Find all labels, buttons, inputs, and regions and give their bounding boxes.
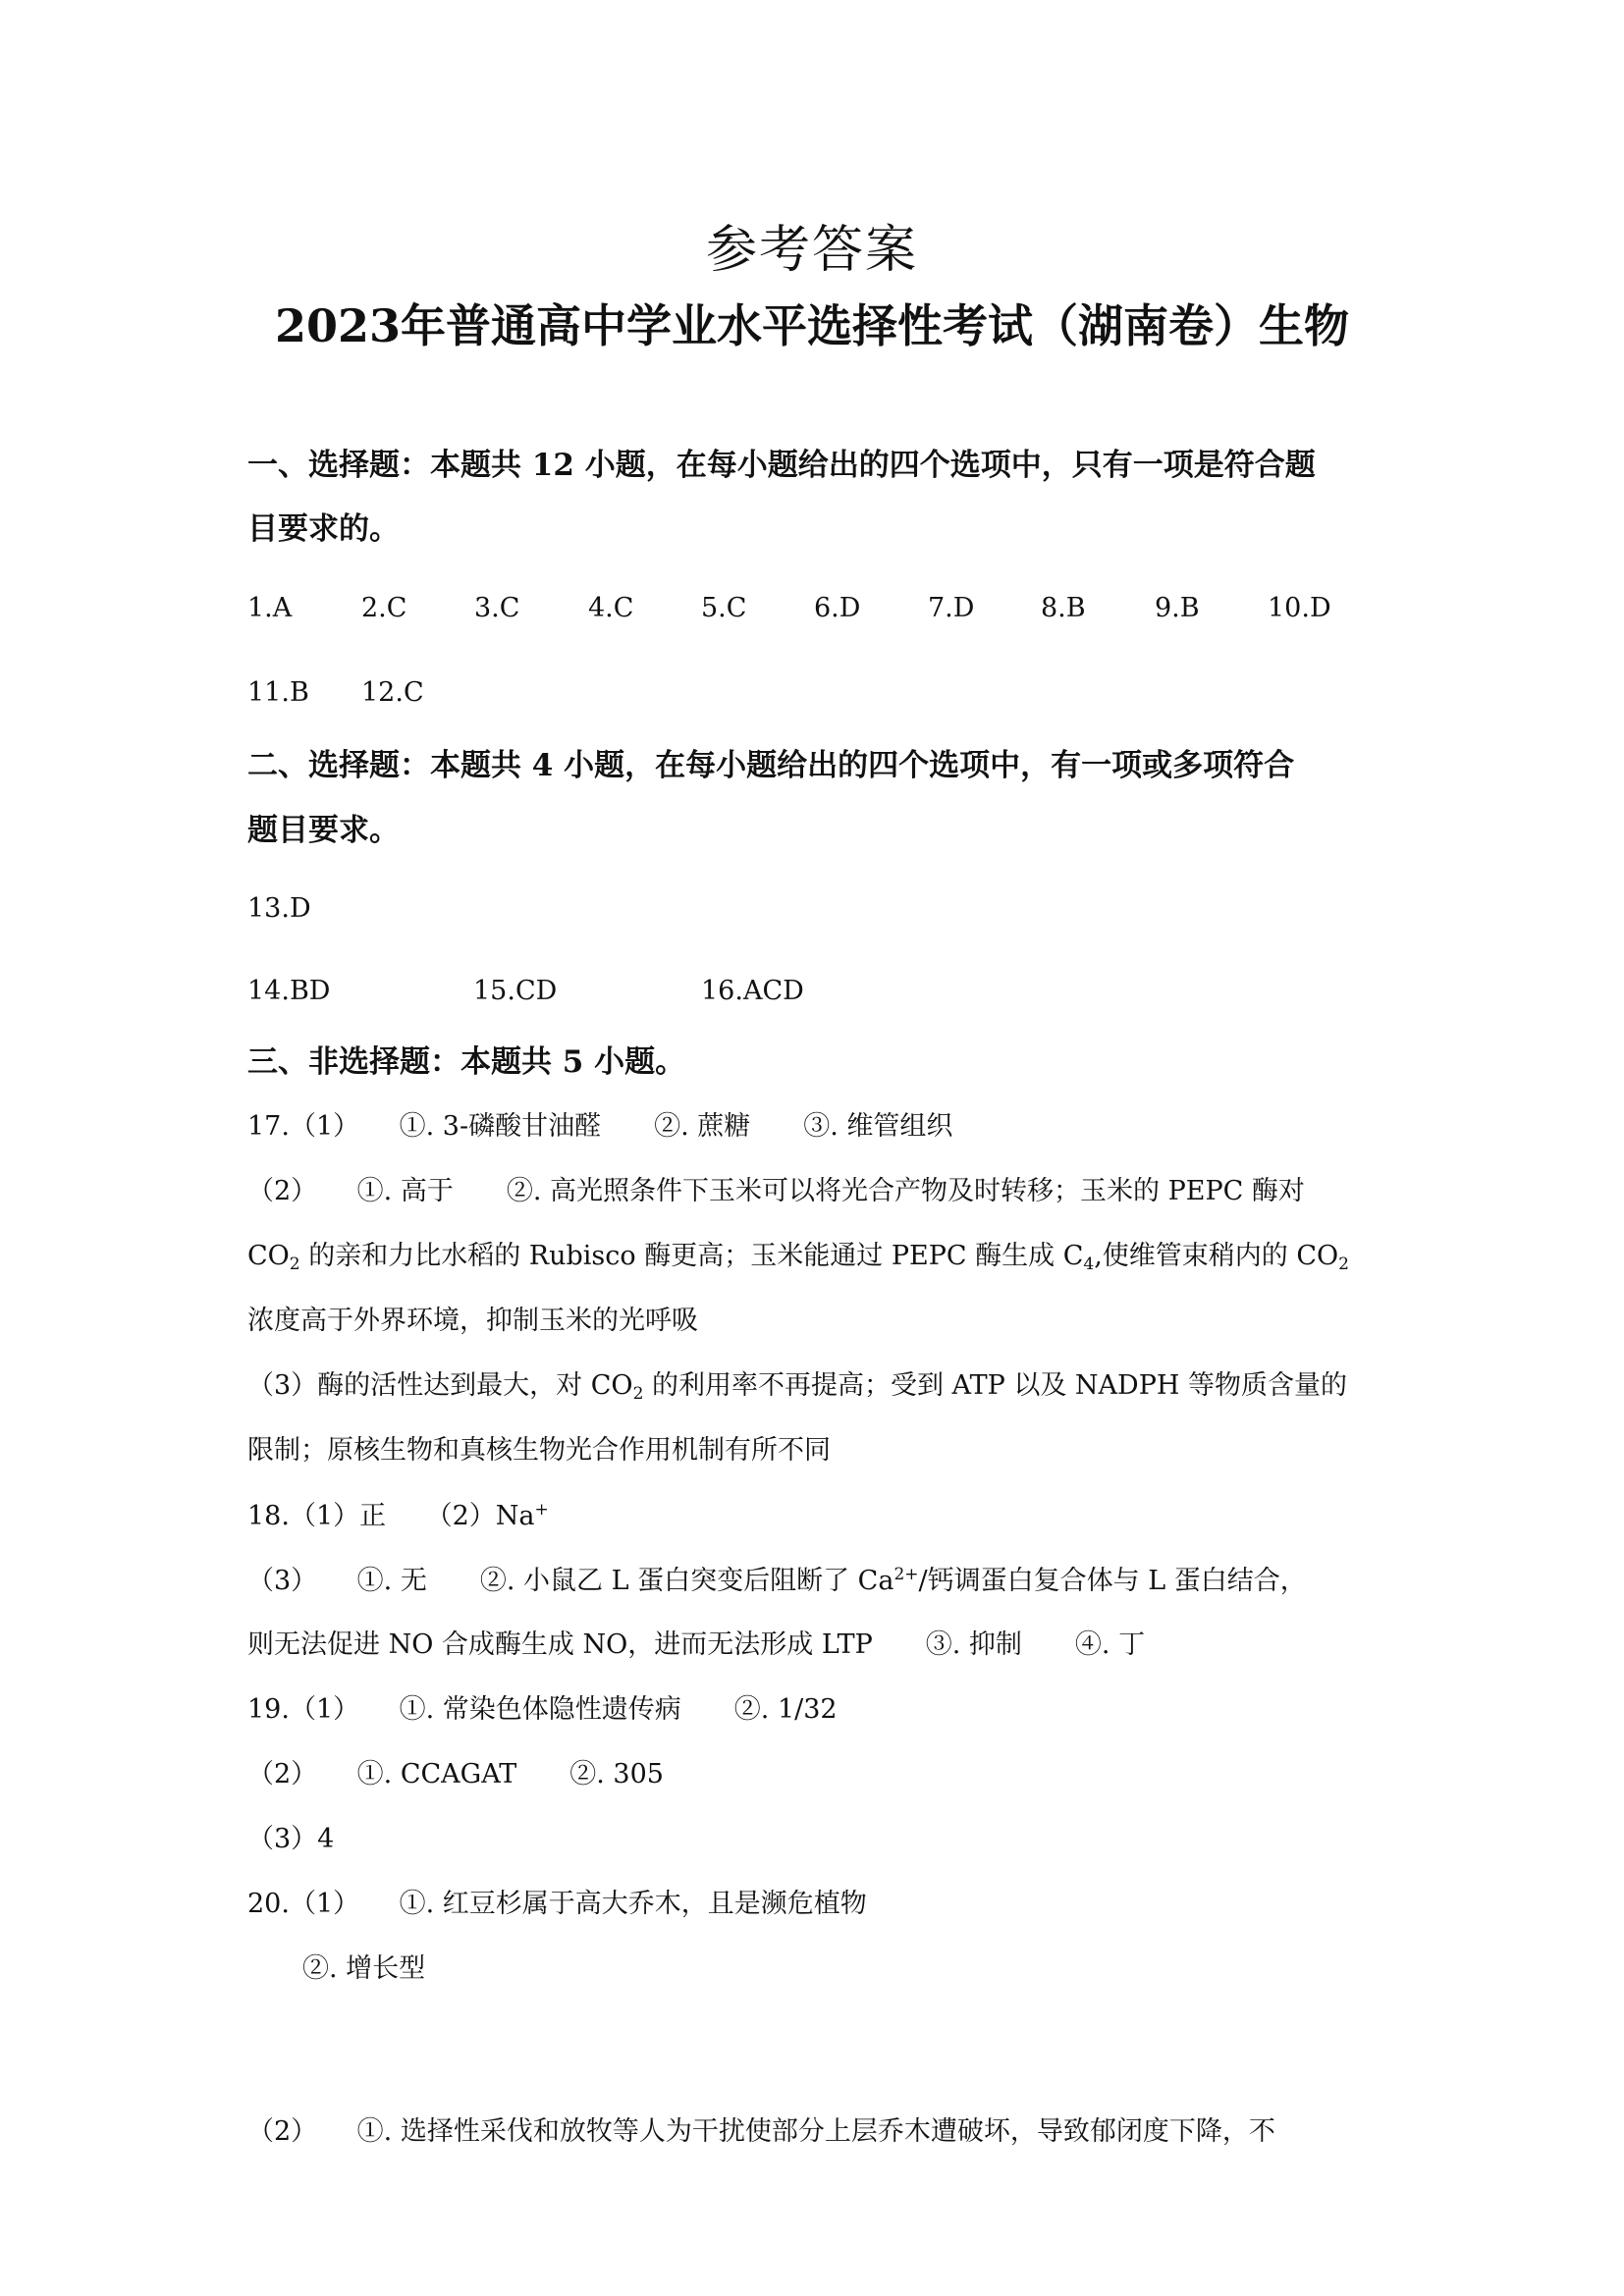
q20-line2: ②. 增长型 xyxy=(302,1953,426,1984)
section3-heading: 三、非选择题：本题共 5 小题。 xyxy=(247,1044,686,1080)
q17-line5: （3）酶的活性达到最大，对 $CO_2$ 的利用率不再提高；受到 ATP 以及 NADPH 等物质含量的 xyxy=(247,1370,1347,1404)
answer-item: 10.D xyxy=(1268,593,1331,623)
section2-heading-line2: 题目要求。 xyxy=(247,813,400,848)
q17-line1: 17.（1） ①. 3-磷酸甘油醛 ②. 蔗糖 ③. 维管组织 xyxy=(247,1111,953,1142)
q17-line4: 浓度高于外界环境，抑制玉米的光呼吸 xyxy=(247,1306,698,1336)
answer-item: 13.D xyxy=(247,893,311,924)
answer-item: 6.D xyxy=(814,593,861,623)
q18-line3: 则无法促进 NO 合成酶生成 NO，进而无法形成 LTP ③. 抑制 ④. 丁 xyxy=(247,1629,1146,1660)
section2-heading-line1: 二、选择题：本题共 4 小题，在每小题给出的四个选项中，有一项或多项符合 xyxy=(247,748,1295,783)
q19-line1: 19.（1） ①. 常染色体隐性遗传病 ②. 1/32 xyxy=(247,1694,838,1725)
answer-item: 9.B xyxy=(1155,593,1200,623)
q19-line2: （2） ①. CCAGAT ②. 305 xyxy=(247,1759,664,1789)
answer-item: 15.CD xyxy=(473,976,558,1006)
answer-item: 2.C xyxy=(361,593,407,623)
answer-item: 5.C xyxy=(701,593,747,623)
answer-item: 14.BD xyxy=(247,976,331,1006)
q20-line3: （2） ①. 选择性采伐和放牧等人为干扰使部分上层乔木遭破坏，导致郁闭度下降，不 xyxy=(247,2116,1275,2147)
answer-item: 4.C xyxy=(588,593,634,623)
section1-heading-line1: 一、选择题：本题共 12 小题，在每小题给出的四个选项中，只有一项是符合题 xyxy=(247,448,1316,483)
section1-heading-line2: 目要求的。 xyxy=(247,511,400,547)
answer-item: 1.A xyxy=(247,593,293,623)
q18-line2: （3） ①. 无 ②. 小鼠乙 L 蛋白突变后阻断了 $Ca^{2+}/$钙调蛋白复合体与 L 蛋白结合， xyxy=(247,1565,1307,1596)
q17-line2: （2） ①. 高于 ②. 高光照条件下玉米可以将光合产物及时转移；玉米的 PEPC 酶对 xyxy=(247,1176,1305,1206)
answer-item: 3.C xyxy=(474,593,520,623)
answer-item: 11.B xyxy=(247,677,309,708)
page-title: 参考答案 xyxy=(705,221,918,280)
page-subtitle: 2023年普通高中学业水平选择性考试（湖南卷）生物 xyxy=(274,299,1350,352)
q20-line1: 20.（1） ①. 红豆杉属于高大乔木，且是濒危植物 xyxy=(247,1889,867,1919)
q17-line6: 限制；原核生物和真核生物光合作用机制有所不同 xyxy=(247,1435,831,1466)
answer-item: 12.C xyxy=(361,677,424,708)
q17-line3: $CO_2$ 的亲和力比水稻的 Rubisco 酶更高；玉米能通过 PEPC 酶生成 $C_4$,使维管束稍内的 $CO_2$ xyxy=(247,1241,1349,1274)
answer-item: 16.ACD xyxy=(701,976,804,1006)
answer-item: 8.B xyxy=(1041,593,1086,623)
answer-item: 7.D xyxy=(928,593,975,623)
q18-line1: 18.（1）正 （2）Na+ xyxy=(247,1500,549,1531)
q19-line3: （3）4 xyxy=(247,1824,335,1854)
